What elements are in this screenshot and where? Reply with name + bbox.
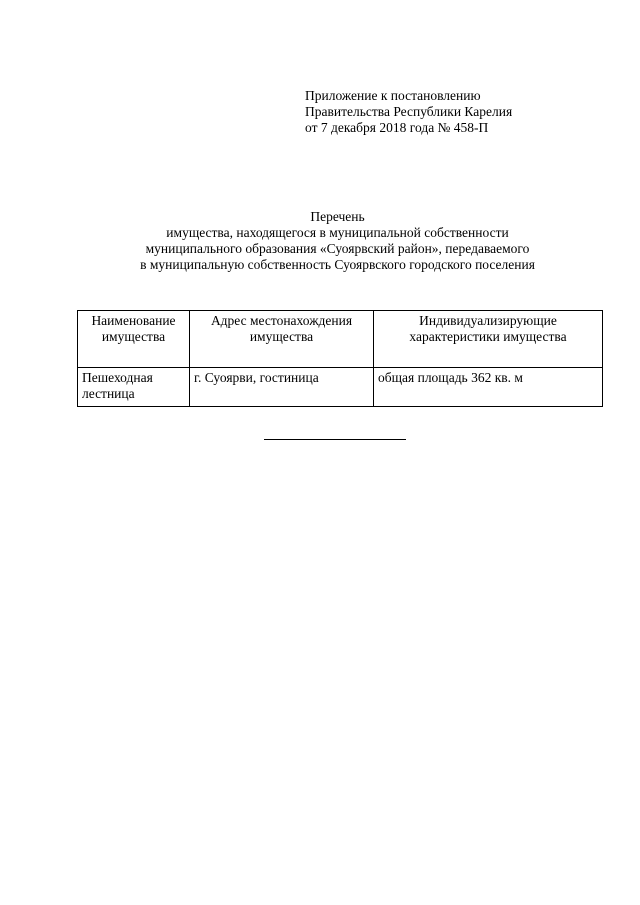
title-line-2: имущества, находящегося в муниципальной собственности [166, 225, 509, 240]
header-name: Наименование имущества [78, 311, 190, 368]
closing-rule [264, 439, 406, 440]
property-table [77, 310, 603, 407]
appendix-line-3: от 7 декабря 2018 года № 458-П [305, 120, 489, 135]
table-header-row [78, 311, 603, 368]
document-title [60, 209, 615, 273]
title-line-4: в муниципальную собственность Суоярвского городского поселения [140, 257, 535, 272]
appendix-line-2: Правительства Республики Карелия [305, 104, 513, 119]
appendix-header [305, 88, 605, 136]
table-row [78, 368, 603, 407]
title-line-3: муниципального образования «Суоярвский район», передаваемого [145, 241, 530, 256]
header-address: Адрес местонахождения имущества [190, 311, 374, 368]
cell-characteristics: общая площадь 362 кв. м [374, 368, 603, 407]
cell-address: г. Суоярви, гостиница [190, 368, 374, 407]
cell-name: Пешеходная лестница [78, 368, 190, 407]
header-characteristics: Индивидуализирующие характеристики имущества [374, 311, 603, 368]
title-line-1: Перечень [310, 209, 365, 224]
appendix-line-1: Приложение к постановлению [305, 88, 481, 103]
